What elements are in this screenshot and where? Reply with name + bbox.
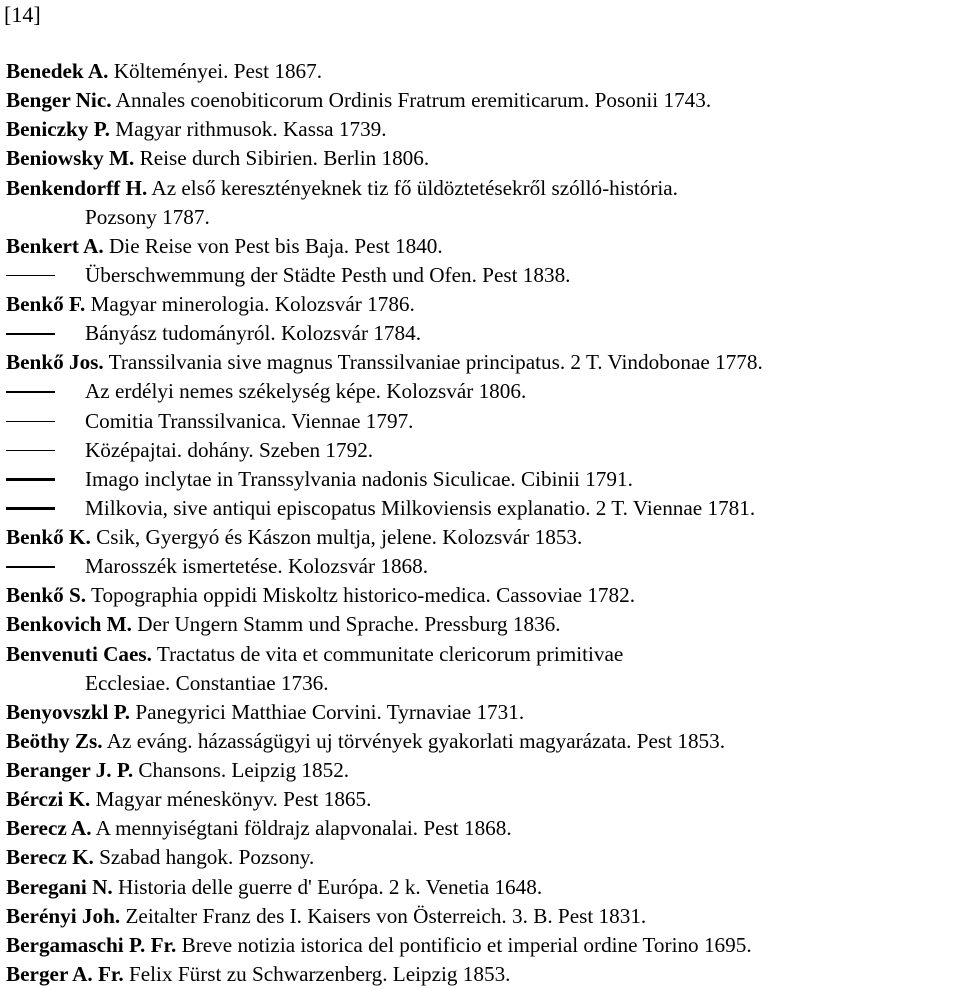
ditto-dash <box>6 333 55 335</box>
entry-line <box>6 144 956 173</box>
entry-line-repeat <box>6 407 956 436</box>
entry-line-repeat <box>6 377 956 406</box>
entry-title: Überschwemmung der Städte Pesth und Ofen. Pest 1838. <box>85 262 571 287</box>
entry-continuation: Ecclesiae. Constantiae 1736. <box>85 670 329 695</box>
entry-line <box>6 727 956 756</box>
entry-line <box>6 931 956 960</box>
ditto-dash <box>6 478 55 480</box>
ditto-dash <box>6 566 55 568</box>
entry-author: Beniczky P. <box>6 117 110 142</box>
entry-title: Die Reise von Pest bis Baja. Pest 1840. <box>109 233 443 258</box>
entry-title: Annales coenobiticorum Ordinis Fratrum eremiticarum. Posonii 1743. <box>115 88 712 113</box>
entry-author: Benkert A. <box>6 233 104 258</box>
ditto-dash <box>6 450 55 452</box>
ditto-dash <box>6 391 55 393</box>
entry-line-repeat <box>6 494 956 523</box>
entry-line <box>6 581 956 610</box>
entry-author: Bergamaschi P. Fr. <box>6 932 177 957</box>
entry-line <box>6 115 956 144</box>
entry-title: Az erdélyi nemes székelység képe. Kolozsvár 1806. <box>85 379 527 404</box>
entry-title: Az eváng. házasságügyi uj törvények gyakorlati magyarázata. Pest 1853. <box>106 728 726 753</box>
page-number: [14] <box>4 2 41 27</box>
entry-author: Beöthy Zs. <box>6 728 103 753</box>
entry-line <box>6 348 956 377</box>
entry-author: Benyovszkl P. <box>6 699 131 724</box>
entry-line-repeat <box>6 319 956 348</box>
entry-author: Benkő K. <box>6 525 91 549</box>
entry-line <box>6 610 956 639</box>
entry-title: Középajtai. dohány. Szeben 1792. <box>85 437 374 462</box>
bibliography-list <box>6 57 956 989</box>
entry-line <box>6 873 956 902</box>
ditto-dash <box>6 421 55 423</box>
ditto-dash <box>6 507 55 509</box>
entry-line <box>6 640 956 669</box>
entry-line-repeat <box>6 465 956 494</box>
entry-author: Benkovich M. <box>6 612 132 637</box>
entry-title: Imago inclytae in Transsylvania nadonis Siculicae. Cibinii 1791. <box>85 466 633 491</box>
entry-title: Panegyrici Matthiae Corvini. Tyrnaviae 1731. <box>135 699 525 724</box>
entry-title: Szabad hangok. Pozsony. <box>99 845 315 870</box>
entry-line <box>6 698 956 727</box>
entry-author: Benkő S. <box>6 583 87 608</box>
entry-title: Tractatus de vita et communitate clericorum primitivae <box>156 641 624 666</box>
entry-title: Zeitalter Franz des I. Kaisers von Österreich. 3. B. Pest 1831. <box>125 903 647 928</box>
entry-title: Historia delle guerre d' Európa. 2 k. Venetia 1648. <box>118 874 543 899</box>
entry-author: Beniowsky M. <box>6 146 135 171</box>
entry-title: Csik, Gyergyó és Kászon multja, jelene. Kolozsvár 1853. <box>96 525 583 549</box>
entry-author: Bérczi K. <box>6 787 91 812</box>
entry-author: Benkő F. <box>6 292 86 316</box>
entry-line-repeat <box>6 552 956 581</box>
entry-title: Magyar méneskönyv. Pest 1865. <box>95 787 372 812</box>
entry-title: Magyar rithmusok. Kassa 1739. <box>115 117 387 142</box>
entry-title: Felix Fürst zu Schwarzenberg. Leipzig 1853. <box>128 961 511 986</box>
entry-line <box>6 232 956 261</box>
entry-author: Benkő Jos. <box>6 350 104 375</box>
entry-author: Benvenuti Caes. <box>6 641 152 666</box>
ditto-dash <box>6 275 55 277</box>
entry-title: Comitia Transsilvanica. Viennae 1797. <box>85 408 414 433</box>
entry-title: Milkovia, sive antiqui episcopatus Milkoviensis explanatio. 2 T. Viennae 1781. <box>85 495 756 520</box>
entry-line-repeat <box>6 436 956 465</box>
entry-title: Transsilvania sive magnus Transsilvaniae principatus. 2 T. Vindobonae 1778. <box>108 350 763 375</box>
entry-author: Berger A. Fr. <box>6 961 124 986</box>
entry-line <box>6 756 956 785</box>
entry-title: Chansons. Leipzig 1852. <box>138 758 350 782</box>
entry-author: Beranger J. P. <box>6 758 134 782</box>
entry-line <box>6 523 956 552</box>
entry-line <box>6 290 956 319</box>
entry-title: Marosszék ismertetése. Kolozsvár 1868. <box>85 554 429 579</box>
entry-line <box>6 843 956 872</box>
entry-title: Az első keresztényeknek tiz fő üldöztetésekről szólló-história. <box>151 175 678 200</box>
entry-author: Beregani N. <box>6 874 113 899</box>
entry-line-repeat <box>6 261 956 290</box>
entry-author: Benkendorff H. <box>6 175 148 200</box>
entry-author: Benger Nic. <box>6 88 112 113</box>
entry-line <box>6 814 956 843</box>
entry-title: Der Ungern Stamm und Sprache. Pressburg 1836. <box>137 612 561 637</box>
entry-author: Berecz K. <box>6 845 94 870</box>
entry-line <box>6 785 956 814</box>
entry-line <box>6 174 956 203</box>
entry-line <box>6 902 956 931</box>
entry-line <box>6 86 956 115</box>
entry-title: Topographia oppidi Miskoltz historico-medica. Cassoviae 1782. <box>91 583 635 608</box>
entry-title: Költeményei. Pest 1867. <box>113 59 323 83</box>
entry-title: A mennyiségtani földrajz alapvonalai. Pest 1868. <box>95 816 512 841</box>
entry-continuation: Pozsony 1787. <box>85 204 210 229</box>
entry-author: Berecz A. <box>6 816 92 841</box>
entry-author: Benedek A. <box>6 59 109 83</box>
entry-title: Breve notizia istorica del pontificio et imperial ordine Torino 1695. <box>181 932 752 957</box>
entry-line <box>6 57 956 86</box>
entry-author: Berényi Joh. <box>6 903 121 928</box>
entry-title: Magyar minerologia. Kolozsvár 1786. <box>90 292 415 316</box>
entry-title: Bányász tudományról. Kolozsvár 1784. <box>85 321 421 346</box>
entry-title: Reise durch Sibirien. Berlin 1806. <box>139 146 430 171</box>
